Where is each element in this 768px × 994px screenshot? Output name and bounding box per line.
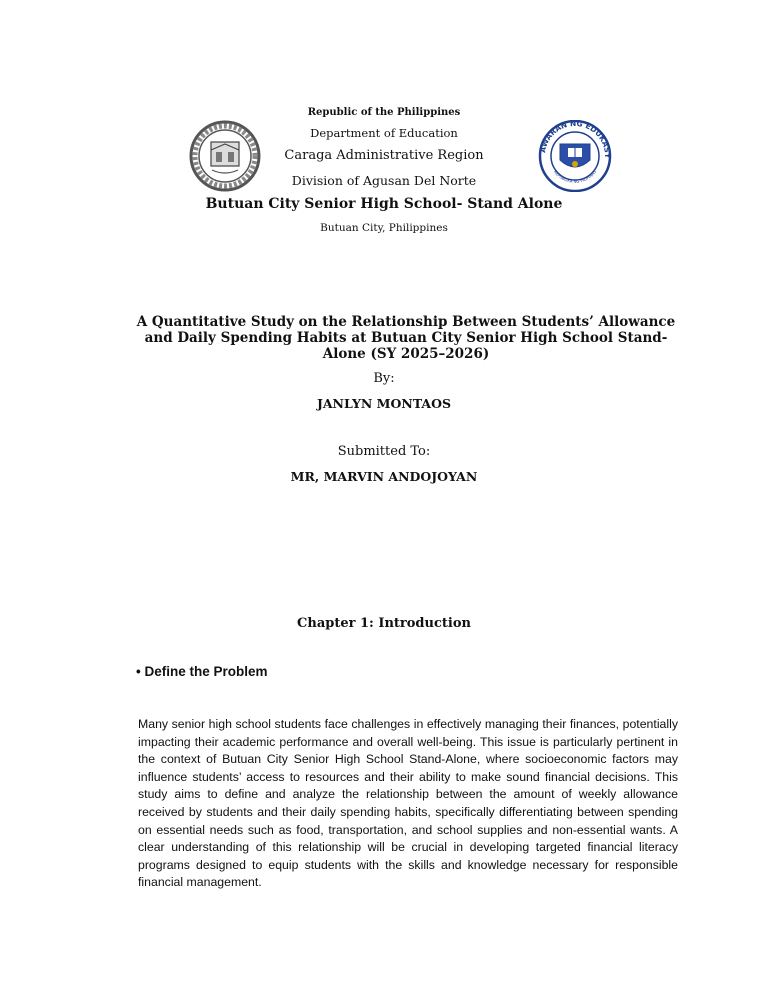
republic-label: Republic of the Philippines <box>307 107 461 118</box>
deped-ring-text: AWARAN NG EDUKASY <box>538 120 613 159</box>
school-seal-icon <box>180 120 270 192</box>
school-name: Butuan City Senior High School- Stand Alone <box>205 196 563 212</box>
adviser-name: MR, MARVIN ANDOJOYAN <box>290 469 478 484</box>
section-heading: • Define the Problem <box>136 664 268 679</box>
deped-bottom-text: REPUBLIKA NG PILIPINAS <box>552 169 598 184</box>
submitted-to-label: Submitted To: <box>337 444 431 459</box>
region-label: Caraga Administrative Region <box>284 148 484 163</box>
chapter-heading: Chapter 1: Introduction <box>297 616 471 631</box>
problem-paragraph: Many senior high school students face challenges in effectively managing their finances, potentially impacting their academic performance and overall well-being. This issue is particularly pertinent in the context of Butuan City Senior High School Stand-Alone, where socioeconomic factors may influence students’ access to resources and their ability to make sound financial decisions. This study aims to define and analyze the relationship between the amount of weekly allowance received by students and their daily spending habits, specifically differentiating between spending on essential needs such as food, transportation, and school supplies and non-essential wants. A clear understanding of this relationship will be crucial in developing targeted financial literacy programs designed to equip students with the skills and knowledge necessary for responsible financial management. <box>138 717 678 890</box>
by-label: By: <box>373 371 395 386</box>
school-city: Butuan City, Philippines <box>320 222 448 234</box>
author-name: JANLYN MONTAOS <box>316 396 452 411</box>
division-label: Division of Agusan Del Norte <box>291 173 477 188</box>
study-title: A Quantitative Study on the Relationship Between Students’ Allowance and Daily Spending Habits at Butuan City Senior High School Stand-Alone (SY 2025–2026) <box>136 314 676 362</box>
department-label: Department of Education <box>310 126 458 140</box>
deped-seal-icon <box>504 120 646 192</box>
